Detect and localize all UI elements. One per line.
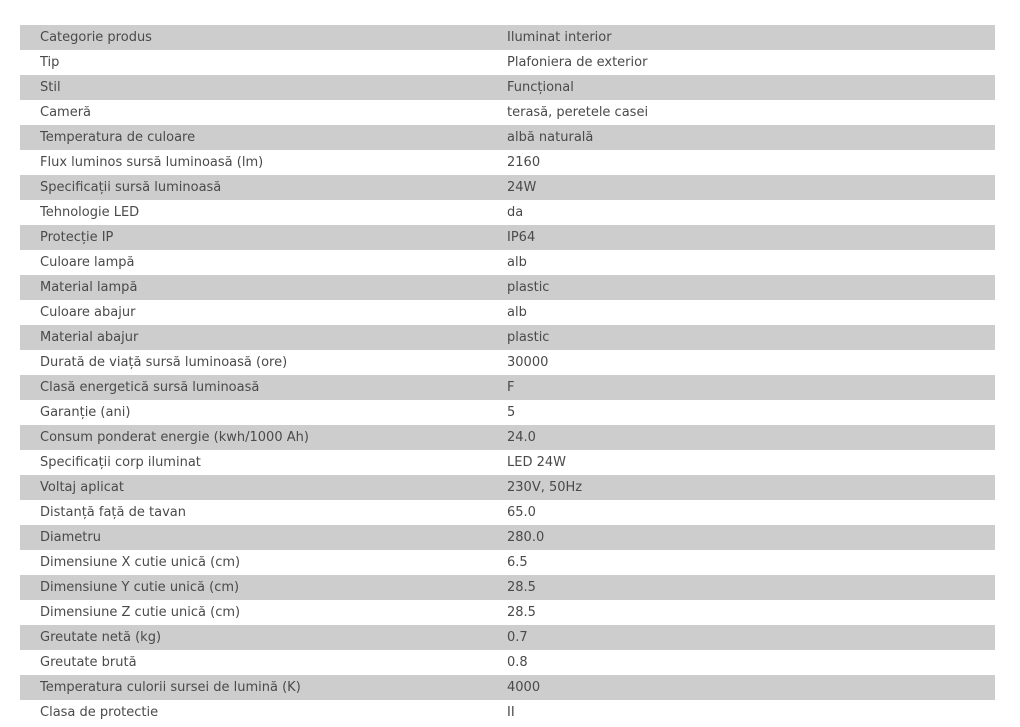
spec-value: Iluminat interior [487,25,995,50]
spec-label: Material lampă [20,275,487,300]
spec-value: Funcțional [487,75,995,100]
spec-value: 28.5 [487,600,995,625]
spec-row [20,625,995,650]
spec-row [20,200,995,225]
spec-label: Specificații sursă luminoasă [20,175,487,200]
spec-label: Flux luminos sursă luminoasă (lm) [20,150,487,175]
spec-label: Greutate netă (kg) [20,625,487,650]
spec-value: 0.7 [487,625,995,650]
spec-row [20,550,995,575]
spec-row [20,100,995,125]
spec-label: Culoare lampă [20,250,487,275]
spec-row [20,400,995,425]
spec-value: 65.0 [487,500,995,525]
spec-row [20,75,995,100]
spec-row [20,475,995,500]
spec-label: Diametru [20,525,487,550]
spec-value: 6.5 [487,550,995,575]
spec-label: Dimensiune Y cutie unică (cm) [20,575,487,600]
spec-row [20,150,995,175]
spec-row [20,650,995,675]
spec-value: plastic [487,275,995,300]
spec-row [20,325,995,350]
spec-value: da [487,200,995,225]
spec-row [20,600,995,625]
spec-label: Temperatura culorii sursei de lumină (K) [20,675,487,700]
spec-label: Tehnologie LED [20,200,487,225]
spec-value: LED 24W [487,450,995,475]
spec-label: Protecție IP [20,225,487,250]
spec-value: 4000 [487,675,995,700]
spec-value: F [487,375,995,400]
spec-row [20,450,995,475]
spec-row [20,500,995,525]
spec-value: Plafoniera de exterior [487,50,995,75]
spec-value: 5 [487,400,995,425]
spec-label: Temperatura de culoare [20,125,487,150]
spec-label: Dimensiune Z cutie unică (cm) [20,600,487,625]
spec-row [20,175,995,200]
spec-table-body [20,25,995,725]
spec-value: 28.5 [487,575,995,600]
spec-value: albă naturală [487,125,995,150]
spec-label: Durată de viață sursă luminoasă (ore) [20,350,487,375]
spec-value: 0.8 [487,650,995,675]
spec-row [20,225,995,250]
spec-row [20,275,995,300]
spec-row [20,300,995,325]
spec-label: Stil [20,75,487,100]
spec-value: terasă, peretele casei [487,100,995,125]
spec-table [20,25,995,725]
spec-value: 24W [487,175,995,200]
spec-row [20,350,995,375]
spec-value: alb [487,300,995,325]
spec-value: IP64 [487,225,995,250]
spec-value: 280.0 [487,525,995,550]
spec-table-container [20,25,995,725]
spec-row [20,25,995,50]
spec-row [20,675,995,700]
spec-row [20,575,995,600]
spec-label: Consum ponderat energie (kwh/1000 Ah) [20,425,487,450]
spec-label: Dimensiune X cutie unică (cm) [20,550,487,575]
spec-row [20,250,995,275]
spec-row [20,50,995,75]
spec-label: Categorie produs [20,25,487,50]
spec-label: Specificații corp iluminat [20,450,487,475]
spec-value: 30000 [487,350,995,375]
spec-row [20,125,995,150]
spec-value: 24.0 [487,425,995,450]
spec-label: Voltaj aplicat [20,475,487,500]
spec-value: 2160 [487,150,995,175]
spec-label: Culoare abajur [20,300,487,325]
spec-label: Material abajur [20,325,487,350]
spec-label: Clasa de protectie [20,700,487,725]
spec-label: Greutate brută [20,650,487,675]
spec-label: Clasă energetică sursă luminoasă [20,375,487,400]
spec-row [20,375,995,400]
spec-label: Tip [20,50,487,75]
spec-value: plastic [487,325,995,350]
spec-value: II [487,700,995,725]
spec-row [20,525,995,550]
spec-label: Garanție (ani) [20,400,487,425]
spec-row [20,425,995,450]
spec-label: Distanță față de tavan [20,500,487,525]
spec-value: 230V, 50Hz [487,475,995,500]
spec-row [20,700,995,725]
spec-value: alb [487,250,995,275]
spec-label: Cameră [20,100,487,125]
